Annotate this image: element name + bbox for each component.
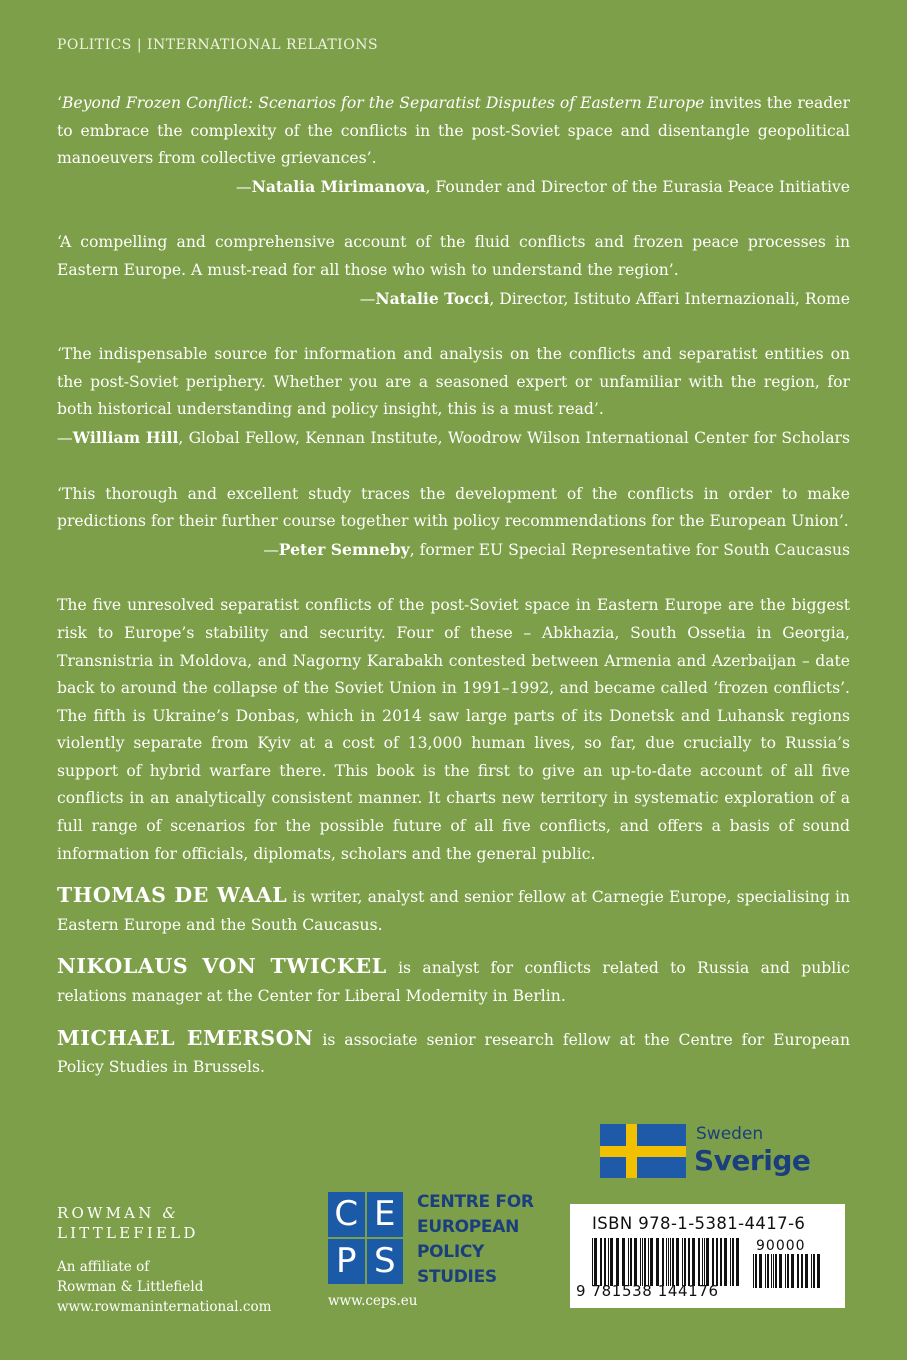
logo-ampersand: & <box>162 1204 180 1222</box>
barcode-bar <box>634 1238 637 1286</box>
quote-2: ‘A compelling and comprehensive account of the fluid conflicts and frozen peace processes in Eastern Europe. A must-read for all those who wish to understand the region’. <box>57 233 850 279</box>
barcode-bar <box>604 1238 606 1286</box>
author-bio-1 <box>57 882 850 939</box>
dash: — <box>57 428 73 447</box>
barcode-bars-addon <box>753 1254 823 1288</box>
barcode-bar <box>791 1254 794 1288</box>
author-name-3: MICHAEL EMERSON <box>57 1025 314 1050</box>
barcode-bar <box>706 1238 709 1286</box>
logo-littlefield: LITTLEFIELD <box>57 1224 199 1242</box>
barcode-bar <box>656 1238 659 1286</box>
barcode-bar <box>765 1254 766 1288</box>
barcode-bar <box>594 1238 597 1286</box>
sweden-logo <box>600 1124 820 1184</box>
quote-2-attribution <box>57 285 850 314</box>
quote-4-attribution <box>57 536 850 565</box>
ceps-url: www.ceps.eu <box>328 1293 418 1309</box>
quote-1-attribution <box>57 173 850 202</box>
barcode-bar <box>755 1254 757 1288</box>
category-label: POLITICS | INTERNATIONAL RELATIONS <box>57 37 379 53</box>
barcode-bar <box>648 1238 649 1286</box>
flag-cross-horizontal <box>600 1146 686 1157</box>
barcode-bar <box>771 1254 772 1288</box>
barcode-bar <box>753 1254 754 1288</box>
author-bio-2 <box>57 953 850 1010</box>
barcode-bar <box>676 1238 679 1286</box>
barcode-bar <box>805 1254 808 1288</box>
ceps-letter-c: C <box>328 1192 365 1237</box>
barcode-bar <box>730 1238 731 1286</box>
ceps-name-line: STUDIES <box>417 1267 497 1287</box>
quote-4-author: Peter Semneby <box>278 539 410 559</box>
barcode-bar <box>712 1238 714 1286</box>
book-blurb: The five unresolved separatist conflicts of the post-Soviet space in Eastern Europe are the biggest risk to Europe’s stability and security. Four of these – Abkhazia, South Ossetia in Georgia, Transnistria in Moldova, and Nagorny Karabakh contested between Armenia and Azerbaijan – date back to around the collapse of the Soviet Union in 1991–1992, and became called ‘frozen conflicts’. The fifth is Ukraine’s Donbas, which in 2014 saw large parts of its Donetsk and Luhansk regions violently separate from Kyiv at a cost of 13,000 human lives, so far, due crucially to Russia’s support of hybrid warfare there. This book is the first to give an up-to-date account of all five conflicts in an analytically consistent manner. It charts new territory in systematic exploration of a full range of scenarios for the possible future of all five conflicts, and offers a basis of sound information for officials, diplomats, scholars and the general public. <box>57 596 850 863</box>
barcode-bar <box>817 1254 820 1288</box>
price-code: 90000 <box>756 1238 806 1254</box>
quote-2-author: Natalie Tocci <box>375 288 490 308</box>
quote-3-role: , Global Fellow, Kennan Institute, Woodrow Wilson International Center for Scholars <box>178 428 850 447</box>
logo-rowman: ROWMAN <box>57 1204 155 1222</box>
back-cover-text <box>57 90 850 1096</box>
barcode-bar <box>622 1238 625 1286</box>
barcode-bar <box>672 1238 674 1286</box>
barcode-bar <box>662 1238 664 1286</box>
ceps-name-line: CENTRE FOR <box>417 1192 534 1212</box>
quote-3: ‘The indispensable source for information and analysis on the conflicts and separatist entities on the post-Soviet periphery. Whether you are a seasoned expert or unfamiliar with the region, for both historical understanding and policy insight, this is a must read’. <box>57 345 850 419</box>
flag-cross-vertical <box>626 1124 637 1178</box>
barcode-bar <box>813 1254 815 1288</box>
publisher-info <box>57 1203 317 1317</box>
barcode-bar <box>608 1238 609 1286</box>
barcode-bar <box>670 1238 671 1286</box>
quote-4: ‘This thorough and excellent study traces the development of the conflicts in order to make predictions for their further course together with policy recommendations for the European Union’. <box>57 484 850 531</box>
barcode-bar <box>630 1238 632 1286</box>
barcode-bar <box>736 1238 739 1286</box>
barcode-bar <box>682 1238 683 1286</box>
ceps-name-line: EUROPEAN <box>417 1217 520 1237</box>
barcode-bars-main <box>592 1238 742 1286</box>
barcode-bar <box>600 1238 602 1286</box>
barcode-bar <box>698 1238 700 1286</box>
book-title: Beyond Frozen Conflict: Scenarios for the Separatist Disputes of Eastern Europe <box>61 94 705 112</box>
sweden-text: Sweden <box>696 1124 764 1144</box>
ceps-letter-grid <box>328 1192 403 1284</box>
quote-1-open: ‘ <box>57 94 62 112</box>
barcode-bar <box>668 1238 669 1286</box>
quote-1 <box>57 90 850 173</box>
author-bio-text-1: is writer, analyst and senior fellow at Carnegie Europe, specialising in Eastern Europe and the South Caucasus. <box>57 888 850 934</box>
barcode-bar <box>688 1238 690 1286</box>
barcode-bar <box>801 1254 803 1288</box>
ceps-letter-p: P <box>328 1239 365 1284</box>
barcode-bar <box>692 1238 695 1286</box>
ceps-name-line: POLICY <box>417 1242 485 1262</box>
quote-4-role: , former EU Special Representative for South Caucasus <box>409 540 850 559</box>
barcode-bar <box>779 1254 782 1288</box>
barcode-bar <box>642 1238 643 1286</box>
barcode-bar <box>720 1238 722 1286</box>
barcode-bar <box>644 1238 646 1286</box>
ceps-letter-e: E <box>367 1192 404 1237</box>
author-name-1: THOMAS DE WAAL <box>57 883 288 908</box>
author-bio-3 <box>57 1025 850 1082</box>
ceps-letter-s: S <box>367 1239 404 1284</box>
quote-1-text: invites the reader to embrace the complexity of the conflicts in the post-Soviet space and disentangle geopolitical manoeuvers from collective grievances’. <box>57 94 850 168</box>
sverige-text: Sverige <box>694 1144 811 1177</box>
author-bio-text-2: is analyst for conflicts related to Russia and public relations manager at the Center for Liberal Modernity in Berlin. <box>57 959 850 1006</box>
quote-1-author: Natalia Mirimanova <box>251 176 426 196</box>
barcode-bar <box>684 1238 686 1286</box>
author-name-2: NIKOLAUS VON TWICKEL <box>57 954 387 979</box>
barcode-bar <box>724 1238 727 1286</box>
barcode-bar <box>640 1238 641 1286</box>
barcode-bar <box>785 1254 786 1288</box>
barcode-bar <box>616 1238 619 1286</box>
barcode-bar <box>716 1238 718 1286</box>
barcode-bar <box>787 1254 789 1288</box>
quote-2-role: , Director, Istituto Affari Internazionali, Rome <box>489 289 850 308</box>
rowman-littlefield-logo <box>57 1203 317 1243</box>
affiliate-name: Rowman & Littlefield <box>57 1279 204 1295</box>
dash: — <box>235 177 252 196</box>
barcode-digits: 9 781538 144176 <box>576 1282 719 1300</box>
dash: — <box>263 540 279 559</box>
ceps-full-name <box>417 1190 534 1290</box>
barcode-bar <box>650 1238 653 1286</box>
dash: — <box>359 289 376 308</box>
barcode-bar <box>702 1238 703 1286</box>
barcode-bar <box>610 1238 613 1286</box>
quote-3-attribution <box>57 424 850 453</box>
barcode-bar <box>775 1254 777 1288</box>
isbn-barcode <box>570 1204 845 1308</box>
barcode-bar <box>759 1254 762 1288</box>
publisher-url: www.rowmaninternational.com <box>57 1299 272 1315</box>
barcode-bar <box>732 1238 734 1286</box>
quote-3-author: William Hill <box>72 427 179 447</box>
barcode-bar <box>666 1238 667 1286</box>
isbn-number: ISBN 978-1-5381-4417-6 <box>592 1214 806 1233</box>
quote-1-role: , Founder and Director of the Eurasia Peace Initiative <box>425 177 850 196</box>
barcode-bar <box>767 1254 769 1288</box>
swedish-flag-icon <box>600 1124 686 1178</box>
affiliate-line: An affiliate of <box>57 1259 150 1275</box>
ceps-logo <box>328 1192 568 1312</box>
barcode-bar <box>704 1238 705 1286</box>
barcode-bar <box>797 1254 799 1288</box>
barcode-bar <box>811 1254 812 1288</box>
barcode-bar <box>628 1238 629 1286</box>
author-bio-text-3: is associate senior research fellow at the Centre for European Policy Studies in Brussels. <box>57 1030 850 1077</box>
barcode-bar <box>773 1254 774 1288</box>
barcode-bar <box>592 1238 593 1286</box>
